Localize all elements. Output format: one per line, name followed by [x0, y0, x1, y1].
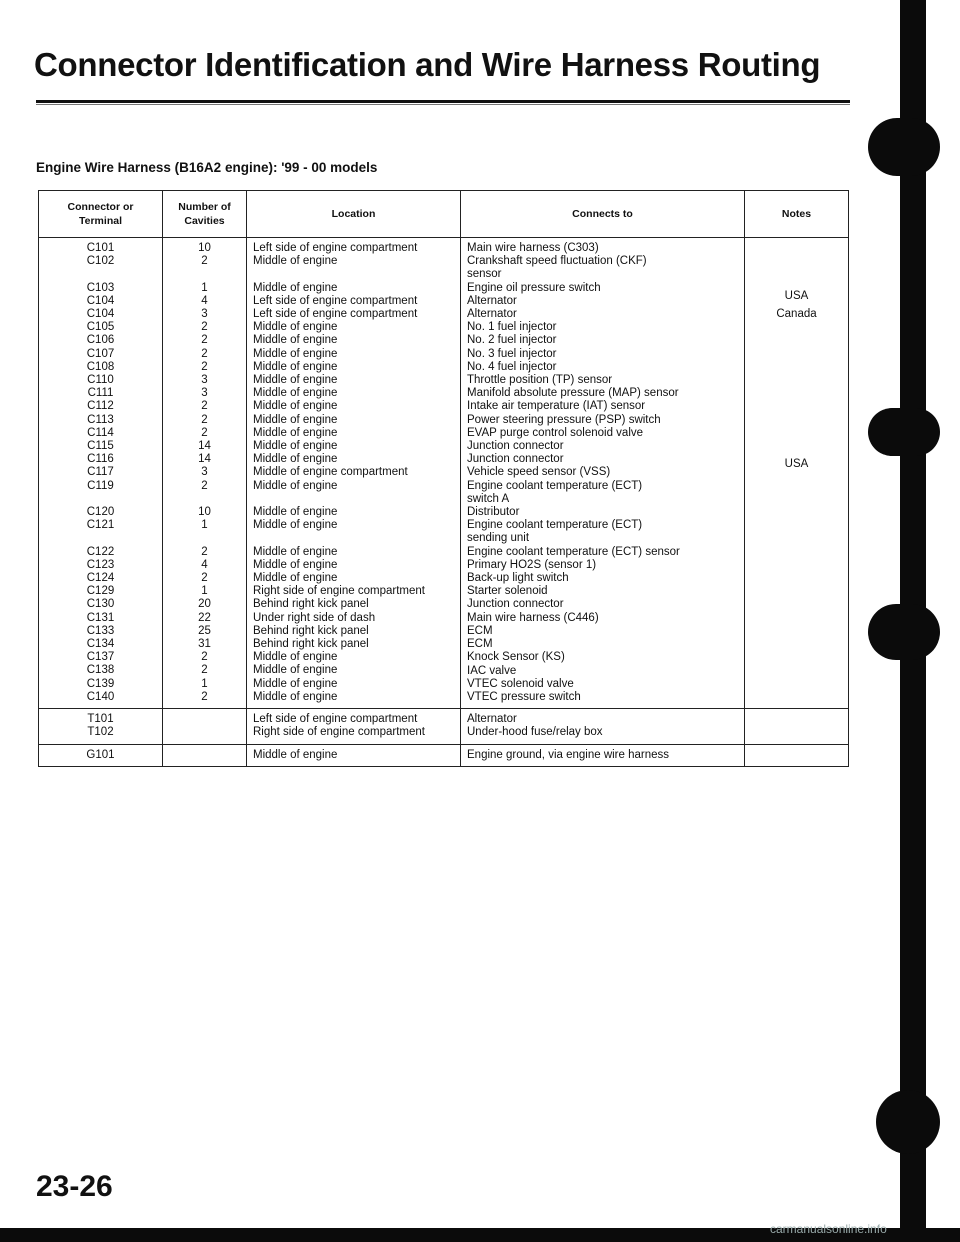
- cell-line: sending unit: [467, 532, 530, 545]
- cell-line: 3: [201, 374, 208, 387]
- cell-line: Engine oil pressure switch: [467, 281, 601, 294]
- cavities-column: [163, 238, 247, 709]
- cell-line: 3: [201, 466, 208, 479]
- cell-line: 2: [201, 360, 208, 373]
- title-rule: [36, 100, 850, 103]
- cell-line: Middle of engine: [253, 374, 338, 387]
- cell-line: Behind right kick panel: [253, 638, 369, 651]
- ground-cavities: [163, 744, 247, 766]
- cell-line: [253, 493, 454, 506]
- cell-line: 14: [198, 440, 211, 453]
- cell-line: No. 4 fuel injector: [467, 360, 557, 373]
- cell-line: 31: [198, 638, 211, 651]
- cell-line: 25: [198, 624, 211, 637]
- ground-connects-to: Engine ground, via engine wire harness: [461, 744, 745, 766]
- ground-notes: [745, 744, 849, 766]
- cell-line: Middle of engine: [253, 334, 338, 347]
- cell-line: ECM: [467, 624, 493, 637]
- cell-line: Left side of engine compartment: [253, 294, 418, 307]
- page-number: 23-26: [36, 1170, 113, 1203]
- cell-line: Middle of engine: [253, 572, 338, 585]
- cell-line: 2: [201, 426, 208, 439]
- note-usa-2: USA: [784, 458, 809, 471]
- cell-line: Crankshaft speed fluctuation (CKF): [467, 255, 647, 268]
- cell-line: 2: [201, 255, 208, 268]
- cell-line: Middle of engine: [253, 677, 338, 690]
- cell-line: No. 3 fuel injector: [467, 347, 557, 360]
- cell-line: Manifold absolute pressure (MAP) sensor: [467, 387, 679, 400]
- cell-line: C114: [87, 426, 114, 439]
- terminal-cavities: [163, 709, 247, 744]
- terminal-connects-to: Alternator Under-hood fuse/relay box: [461, 709, 745, 744]
- note-canada: Canada: [776, 308, 817, 321]
- cell-line: 2: [201, 400, 208, 413]
- cell-line: C130: [86, 598, 115, 611]
- cell-line: Middle of engine: [253, 387, 338, 400]
- binder-tab-1: [868, 118, 940, 176]
- cell-line: C106: [86, 334, 115, 347]
- cell-line: Middle of engine: [253, 347, 338, 360]
- terminal-notes: [745, 709, 849, 744]
- cell-line: 3: [201, 387, 208, 400]
- cell-line: Alternator: [467, 294, 517, 307]
- cell-line: Distributor: [467, 506, 520, 519]
- cell-line: VTEC pressure switch: [467, 690, 581, 703]
- cell-line: 4: [201, 294, 208, 307]
- cell-line: Knock Sensor (KS): [467, 651, 565, 664]
- cell-line: 2: [201, 664, 208, 677]
- terminal-connectors: T101 T102: [39, 709, 163, 744]
- cell-line: C124: [86, 572, 115, 585]
- cell-line: 2: [201, 334, 208, 347]
- cell-line: C123: [86, 558, 115, 571]
- cell-line: 2: [201, 347, 208, 360]
- table-row-connectors: [39, 238, 849, 709]
- cell-line: 2: [201, 413, 208, 426]
- cell-line: [45, 532, 156, 545]
- cell-line: C122: [86, 545, 115, 558]
- cell-line: [169, 532, 240, 545]
- cell-line: [253, 532, 454, 545]
- cell-line: Main wire harness (C446): [467, 611, 599, 624]
- cell-line: Engine coolant temperature (ECT) sensor: [467, 545, 680, 558]
- cell-line: C113: [87, 413, 114, 426]
- cell-line: Intake air temperature (IAT) sensor: [467, 400, 646, 413]
- note-usa-1: USA: [784, 290, 809, 302]
- cell-line: Power steering pressure (PSP) switch: [467, 413, 661, 426]
- table-row-terminals: [39, 709, 849, 744]
- binder-ring: [876, 1090, 940, 1154]
- cell-line: C108: [86, 360, 115, 373]
- cell-line: C133: [86, 624, 115, 637]
- cell-line: C139: [86, 677, 115, 690]
- cell-line: No. 1 fuel injector: [467, 321, 557, 334]
- cell-line: C111: [87, 387, 114, 400]
- cell-line: Middle of engine: [253, 545, 338, 558]
- terminal-locations: Left side of engine compartment Right side of engine compartment: [247, 709, 461, 744]
- cell-line: C110: [87, 374, 114, 387]
- cell-line: C121: [86, 519, 115, 532]
- ground-connector: G101: [39, 744, 163, 766]
- cell-line: Junction connector: [467, 598, 564, 611]
- cell-line: 20: [198, 598, 211, 611]
- connector-column: [39, 238, 163, 709]
- cell-line: Middle of engine: [253, 558, 338, 571]
- cell-line: 2: [201, 651, 208, 664]
- cell-line: Right side of engine compartment: [253, 585, 425, 598]
- cell-line: [45, 493, 156, 506]
- cell-line: 2: [201, 321, 208, 334]
- cell-line: Middle of engine: [253, 664, 338, 677]
- cell-line: C138: [86, 664, 115, 677]
- cell-line: IAC valve: [467, 664, 517, 677]
- cell-line: Junction connector: [467, 440, 564, 453]
- header-notes: Notes: [745, 191, 849, 238]
- location-column: [247, 238, 461, 709]
- cell-line: Left side of engine compartment: [253, 308, 418, 320]
- cell-line: Middle of engine: [253, 506, 338, 519]
- cell-line: [169, 268, 240, 281]
- cell-line: Middle of engine: [253, 651, 338, 664]
- cell-line: Behind right kick panel: [253, 598, 369, 611]
- connects-to-column: [461, 238, 745, 709]
- cell-line: Junction connector: [467, 453, 564, 466]
- ground-location: Middle of engine: [247, 744, 461, 766]
- header-cavities: Number of Cavities: [163, 191, 247, 238]
- cell-line: Starter solenoid: [467, 585, 548, 598]
- cell-line: C131: [86, 611, 115, 624]
- cell-line: 10: [198, 506, 211, 519]
- cell-line: 1: [201, 281, 208, 294]
- cell-line: Behind right kick panel: [253, 624, 369, 637]
- title-rule-thin: [36, 104, 850, 105]
- cell-line: C104: [86, 294, 115, 307]
- cell-line: C119: [87, 479, 114, 492]
- cell-line: 3: [201, 308, 208, 320]
- header-connector: Connector or Terminal: [39, 191, 163, 238]
- cell-line: Engine coolant temperature (ECT): [467, 479, 643, 492]
- cell-line: 14: [198, 453, 211, 466]
- cell-line: [169, 493, 240, 506]
- cell-line: 10: [198, 242, 211, 254]
- connector-table: [38, 190, 849, 767]
- cell-line: Main wire harness (C303): [467, 242, 599, 254]
- cell-line: Middle of engine: [253, 440, 338, 453]
- cell-line: C112: [87, 400, 114, 413]
- cell-line: Middle of engine: [253, 400, 338, 413]
- cell-line: 2: [201, 545, 208, 558]
- cell-line: Middle of engine: [253, 360, 338, 373]
- cell-line: Middle of engine: [253, 255, 338, 268]
- cell-line: C129: [86, 585, 115, 598]
- cell-line: Middle of engine: [253, 690, 338, 703]
- cell-line: C104: [86, 308, 115, 320]
- cell-line: Primary HO2S (sensor 1): [467, 558, 597, 571]
- cell-line: 4: [201, 558, 208, 571]
- cell-line: Middle of engine: [253, 281, 338, 294]
- cell-line: C101: [86, 242, 115, 254]
- cell-line: Middle of engine compartment: [253, 466, 408, 479]
- cell-line: C120: [86, 506, 115, 519]
- cell-line: C102: [86, 255, 115, 268]
- cell-line: switch A: [467, 492, 510, 505]
- watermark: carmanualsonline.info: [770, 1222, 887, 1236]
- cell-line: Back-up light switch: [467, 572, 569, 585]
- header-location: Location: [247, 191, 461, 238]
- cell-line: Alternator: [467, 308, 517, 321]
- cell-line: Middle of engine: [253, 453, 338, 466]
- cell-line: 1: [201, 677, 208, 690]
- cell-line: [253, 268, 454, 281]
- header-connects-to: Connects to: [461, 191, 745, 238]
- notes-column: [745, 238, 849, 709]
- cell-line: ECM: [467, 638, 493, 651]
- cell-line: C107: [86, 347, 115, 360]
- cell-line: 1: [201, 519, 208, 532]
- cell-line: Middle of engine: [253, 321, 338, 334]
- cell-line: Middle of engine: [253, 426, 338, 439]
- cell-line: C134: [86, 638, 115, 651]
- binder-tab-3: [868, 604, 940, 660]
- cell-line: Throttle position (TP) sensor: [467, 374, 613, 387]
- cell-line: C116: [87, 453, 114, 466]
- cell-line: C117: [87, 466, 114, 479]
- cell-line: Middle of engine: [253, 519, 338, 532]
- cell-line: Engine coolant temperature (ECT): [467, 519, 643, 532]
- cell-line: Left side of engine compartment: [253, 242, 418, 254]
- cell-line: VTEC solenoid valve: [467, 677, 574, 690]
- cell-line: EVAP purge control solenoid valve: [467, 426, 644, 439]
- cell-line: C103: [86, 281, 115, 294]
- cell-line: 1: [201, 585, 208, 598]
- cell-line: 22: [198, 611, 211, 624]
- cell-line: C137: [86, 651, 115, 664]
- cell-line: C105: [86, 321, 115, 334]
- cell-line: No. 2 fuel injector: [467, 334, 557, 347]
- cell-line: [45, 268, 156, 281]
- cell-line: Middle of engine: [253, 479, 338, 492]
- cell-line: Vehicle speed sensor (VSS): [467, 466, 611, 479]
- page-title: Connector Identification and Wire Harness Routing: [34, 46, 821, 83]
- binder-tab-2: [868, 408, 940, 456]
- cell-line: Middle of engine: [253, 413, 338, 426]
- cell-line: C115: [87, 440, 114, 453]
- cell-line: 2: [201, 479, 208, 492]
- cell-line: C140: [86, 690, 115, 703]
- table-header-row: [39, 191, 849, 238]
- table-row-ground: [39, 744, 849, 766]
- table-subtitle: Engine Wire Harness (B16A2 engine): '99 - 00 models: [36, 160, 378, 175]
- cell-line: 2: [201, 572, 208, 585]
- cell-line: sensor: [467, 268, 502, 281]
- cell-line: 2: [201, 690, 208, 703]
- cell-line: Under right side of dash: [253, 611, 376, 624]
